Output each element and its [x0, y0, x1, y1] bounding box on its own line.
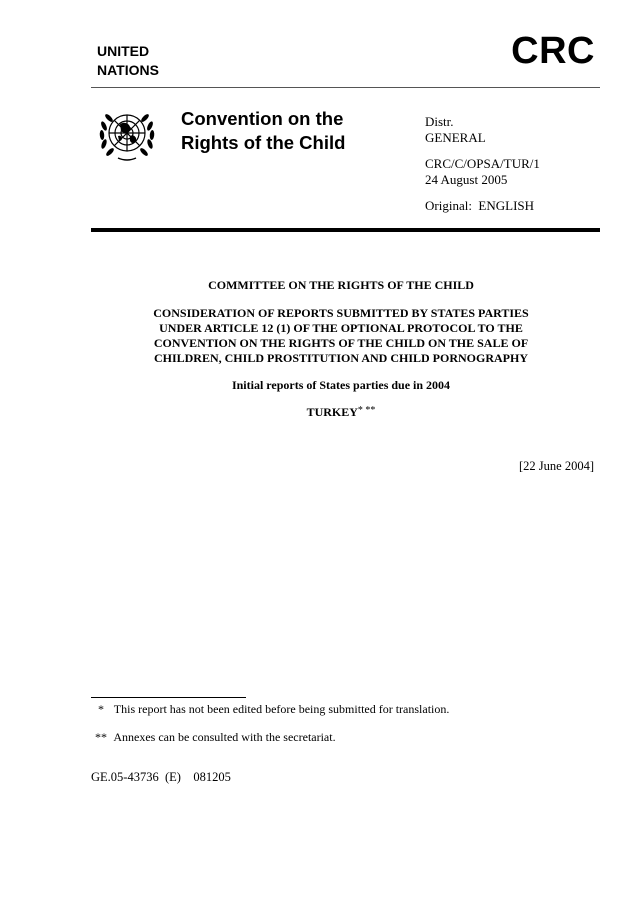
- submission-date: [22 June 2004]: [519, 459, 594, 473]
- title-line-1: Convention on the: [181, 108, 344, 129]
- header-thick-rule: [91, 228, 600, 232]
- consideration-line: CHILDREN, CHILD PROSTITUTION AND CHILD PORNOGRAPHY: [153, 351, 529, 365]
- document-symbol: CRC/C/OPSA/TUR/1: [425, 156, 540, 171]
- footnote: [91, 730, 336, 745]
- document-number: GE.05-43736 (E) 081205: [91, 770, 231, 784]
- org-line-1: UNITED: [97, 43, 150, 59]
- consideration-line: CONSIDERATION OF REPORTS SUBMITTED BY STATES PARTIES: [153, 306, 529, 320]
- document-code: CRC: [511, 30, 595, 72]
- footnote-divider: [91, 697, 246, 698]
- country-name: TURKEY: [306, 405, 358, 419]
- title-line-2: Rights of the Child: [181, 132, 346, 153]
- un-emblem-icon: [96, 106, 158, 162]
- footnote-text: Annexes can be consulted with the secretariat.: [113, 730, 336, 744]
- consideration-heading: [91, 306, 591, 366]
- organization-name: [97, 42, 159, 80]
- distr-value: GENERAL: [425, 130, 486, 145]
- convention-title: [181, 107, 345, 155]
- consideration-line: CONVENTION ON THE RIGHTS OF THE CHILD ON THE SALE OF: [153, 336, 529, 350]
- consideration-line: UNDER ARTICLE 12 (1) OF THE OPTIONAL PROTOCOL TO THE: [159, 321, 523, 335]
- distr-label: Distr.: [425, 114, 454, 129]
- original-language: Original: ENGLISH: [425, 198, 535, 213]
- footnote-mark: *: [98, 702, 104, 716]
- committee-heading: COMMITTEE ON THE RIGHTS OF THE CHILD: [208, 278, 474, 292]
- footnote-text: This report has not been edited before being submitted for translation.: [113, 702, 450, 716]
- org-line-2: NATIONS: [97, 62, 159, 78]
- initial-reports-heading: Initial reports of States parties due in 2004: [231, 378, 451, 392]
- footnote: [91, 702, 449, 717]
- footnote-mark: **: [95, 730, 107, 744]
- header-divider: [91, 87, 600, 88]
- distribution-block: [425, 114, 486, 146]
- document-date: 24 August 2005: [425, 172, 508, 187]
- country-heading: [91, 405, 591, 420]
- symbol-block: [425, 156, 540, 188]
- country-footnote-marks: * **: [357, 405, 376, 416]
